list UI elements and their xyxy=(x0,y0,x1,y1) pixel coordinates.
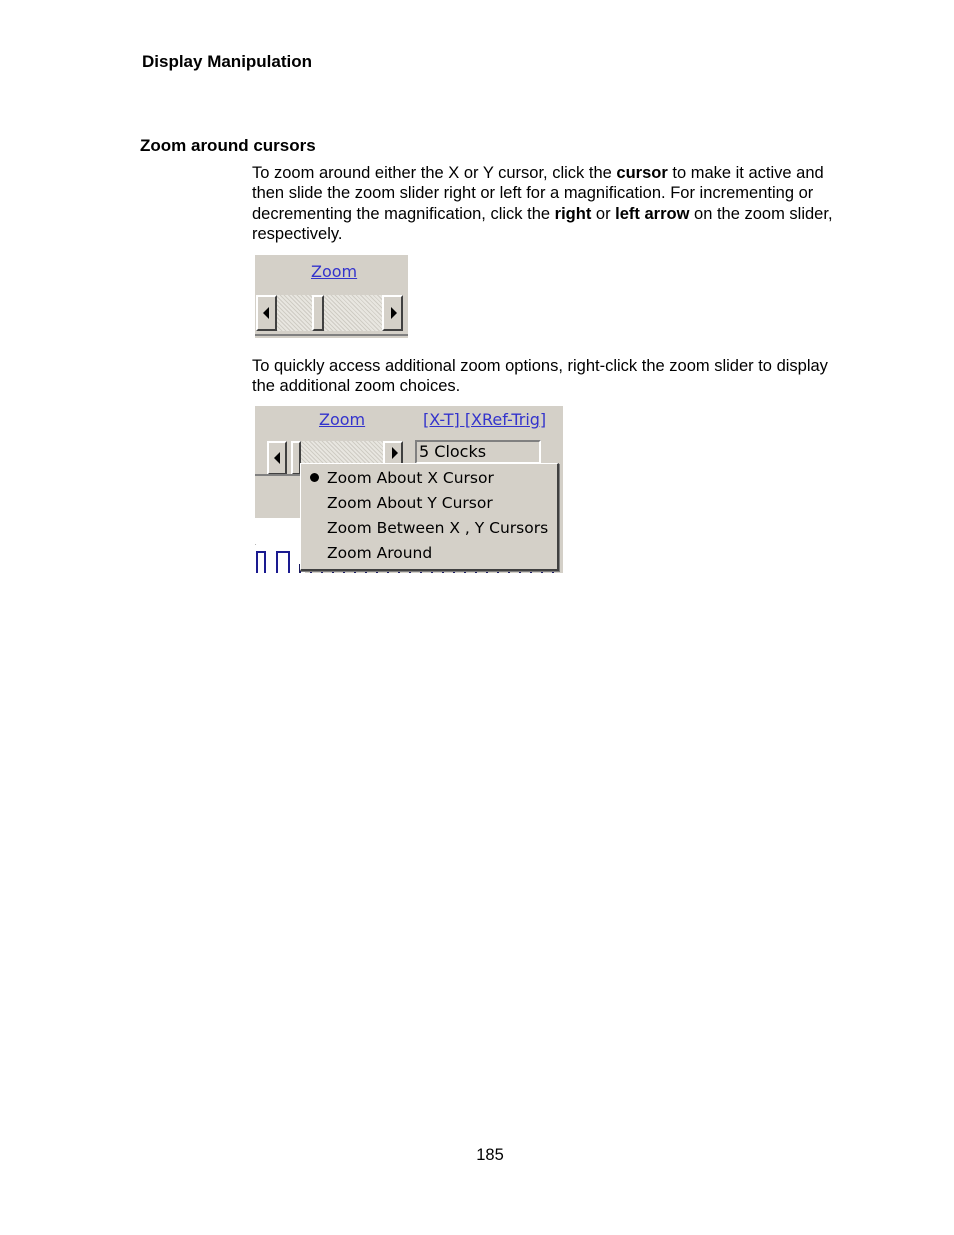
waveform-trace xyxy=(255,544,305,573)
para-text: to make it active and then slide the zoom slider right or left for a magnification. For incrementing or decrementing the magnification, click the xyxy=(252,164,824,223)
zoom-context-menu-figure xyxy=(255,406,563,573)
divider xyxy=(255,474,305,476)
para-text: To zoom around either the X or Y cursor, click the xyxy=(252,164,617,182)
slider-right-button[interactable] xyxy=(383,441,403,465)
running-header: Display Manipulation xyxy=(142,52,313,71)
para-bold-right: right xyxy=(554,204,592,223)
left-arrow-icon xyxy=(263,307,269,319)
zoom-slider-figure xyxy=(255,255,408,338)
cursor-reference-link[interactable]: [X-T] [XRef-Trig] xyxy=(423,410,547,429)
zoom-link[interactable]: Zoom xyxy=(311,262,358,281)
right-arrow-icon xyxy=(391,307,397,319)
slider-left-button[interactable] xyxy=(256,295,277,331)
right-arrow-icon xyxy=(392,447,398,459)
menu-item-zoom-between[interactable]: Zoom Between X , Y Cursors xyxy=(327,519,549,537)
para-bold-left-arrow: left arrow xyxy=(615,204,690,223)
slider-left-button[interactable] xyxy=(267,441,287,475)
para-text: on the zoom slider, respectively. xyxy=(252,204,833,243)
divider xyxy=(255,334,408,336)
instruction-paragraph xyxy=(252,163,852,244)
menu-item-zoom-about-x[interactable]: Zoom About X Cursor xyxy=(327,469,494,487)
para-text: or xyxy=(591,204,616,223)
left-arrow-icon xyxy=(274,452,280,464)
selected-bullet-icon xyxy=(310,473,319,482)
slider-right-button[interactable] xyxy=(382,295,403,331)
menu-item-zoom-around[interactable]: Zoom Around xyxy=(327,544,433,562)
section-heading: Zoom around cursors xyxy=(140,136,316,155)
zoom-context-menu xyxy=(300,463,559,571)
clocks-field[interactable]: 5 Clocks xyxy=(415,440,541,464)
para-bold-cursor: cursor xyxy=(616,164,668,182)
zoom-link[interactable]: Zoom xyxy=(319,410,366,429)
slider-track[interactable] xyxy=(301,441,383,463)
slider-track[interactable] xyxy=(277,295,382,331)
instruction-paragraph-2: To quickly access additional zoom options, right-click the zoom slider to display the additional zoom choices. xyxy=(252,357,828,396)
slider-thumb[interactable] xyxy=(312,295,324,331)
page-number: 185 xyxy=(476,1146,504,1164)
waveform-path xyxy=(257,552,289,573)
menu-item-zoom-about-y[interactable]: Zoom About Y Cursor xyxy=(327,494,493,512)
